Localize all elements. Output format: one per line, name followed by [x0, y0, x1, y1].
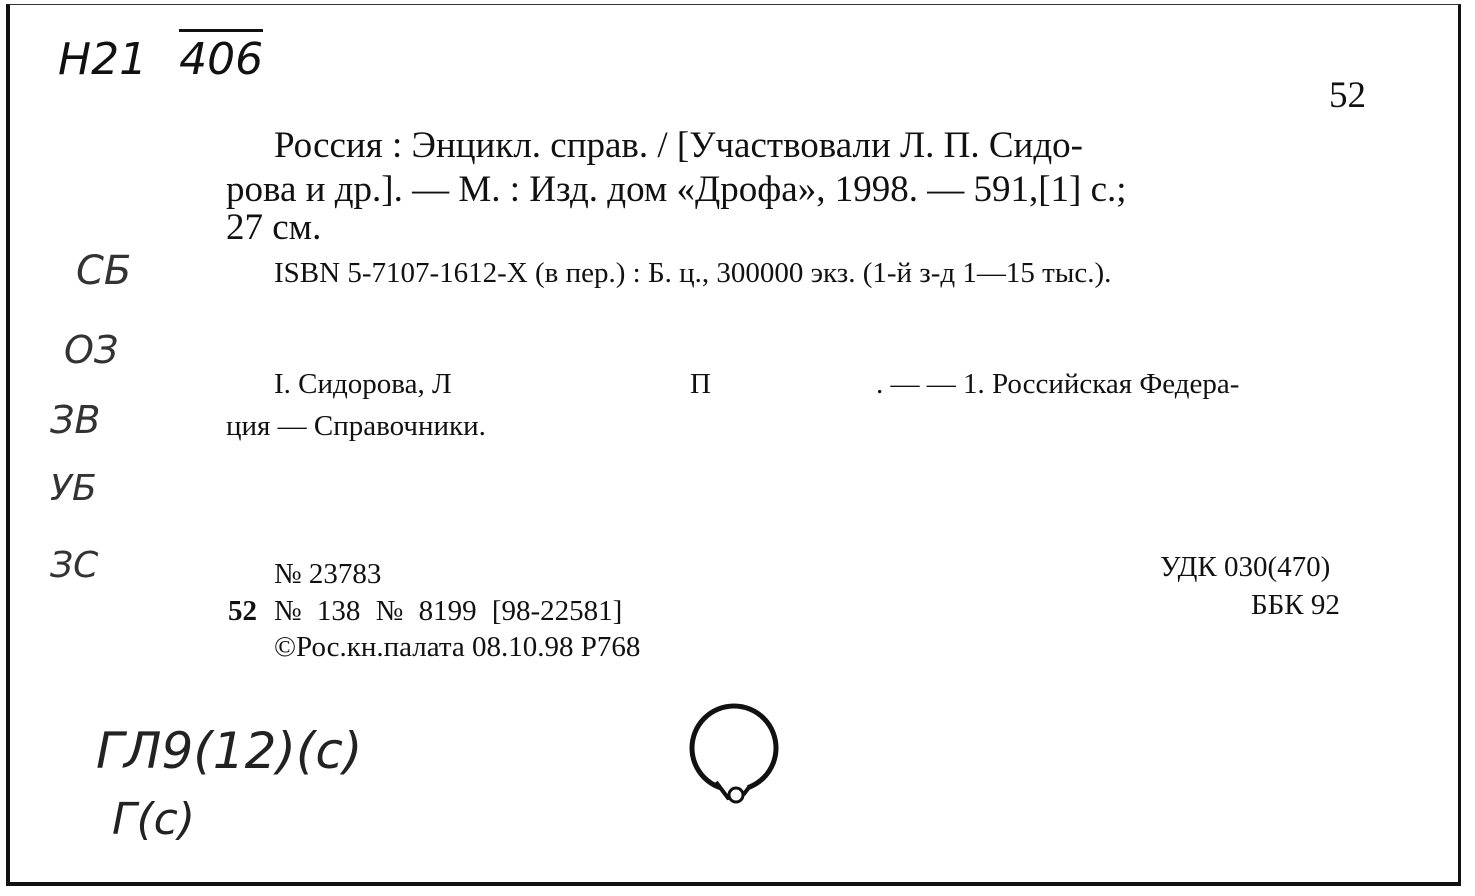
record-line-2: № 138 № 8199 [98-22581]	[274, 595, 623, 627]
margin-note-3: ЗВ	[50, 398, 101, 442]
handwritten-shelfmark	[58, 36, 263, 84]
margin-note-2: ОЗ	[64, 328, 119, 372]
subject-line-1a: I. Сидорова, Л	[274, 368, 452, 400]
title-line-2: рова и др.]. — М. : Изд. дом «Дрофа», 1998. — 591,[1] с.;	[226, 169, 1127, 210]
subject-line-1b: П	[690, 368, 711, 400]
record-number: № 23783	[274, 558, 382, 590]
copyright-line: ©Рос.кн.палата 08.10.98 Р768	[274, 631, 641, 663]
isbn-line: ISBN 5-7107-1612-X (в пер.) : Б. ц., 300000 экз. (1-й з-д 1—15 тыс.).	[274, 257, 1112, 289]
bottom-handwriting-2: Г(с)	[112, 794, 196, 845]
udk-code: УДК 030(470)	[1160, 551, 1331, 583]
corner-number: 52	[1329, 75, 1366, 116]
subject-line-2: ция — Справочники.	[226, 410, 486, 442]
title-line-1: Россия : Энцикл. справ. / [Участвовали Л. П. Сидо-	[274, 125, 1083, 166]
bottom-handwriting-1: ГЛ9(12)(с)	[96, 722, 363, 780]
bbk-code: ББК 92	[1251, 589, 1340, 621]
handwritten-number: 406	[179, 29, 263, 85]
handwritten-code: Н21	[58, 34, 148, 85]
margin-note-1: СБ	[76, 248, 132, 294]
punch-hole-icon	[688, 700, 784, 804]
bibliographic-description	[226, 124, 1372, 256]
record-line-prefix: 52	[228, 595, 257, 627]
subject-line-1c: . — — 1. Российская Федера-	[876, 368, 1240, 400]
margin-note-5: ЗС	[50, 545, 99, 586]
title-line-3: 27 см.	[226, 207, 322, 248]
margin-note-4: УБ	[50, 468, 97, 509]
